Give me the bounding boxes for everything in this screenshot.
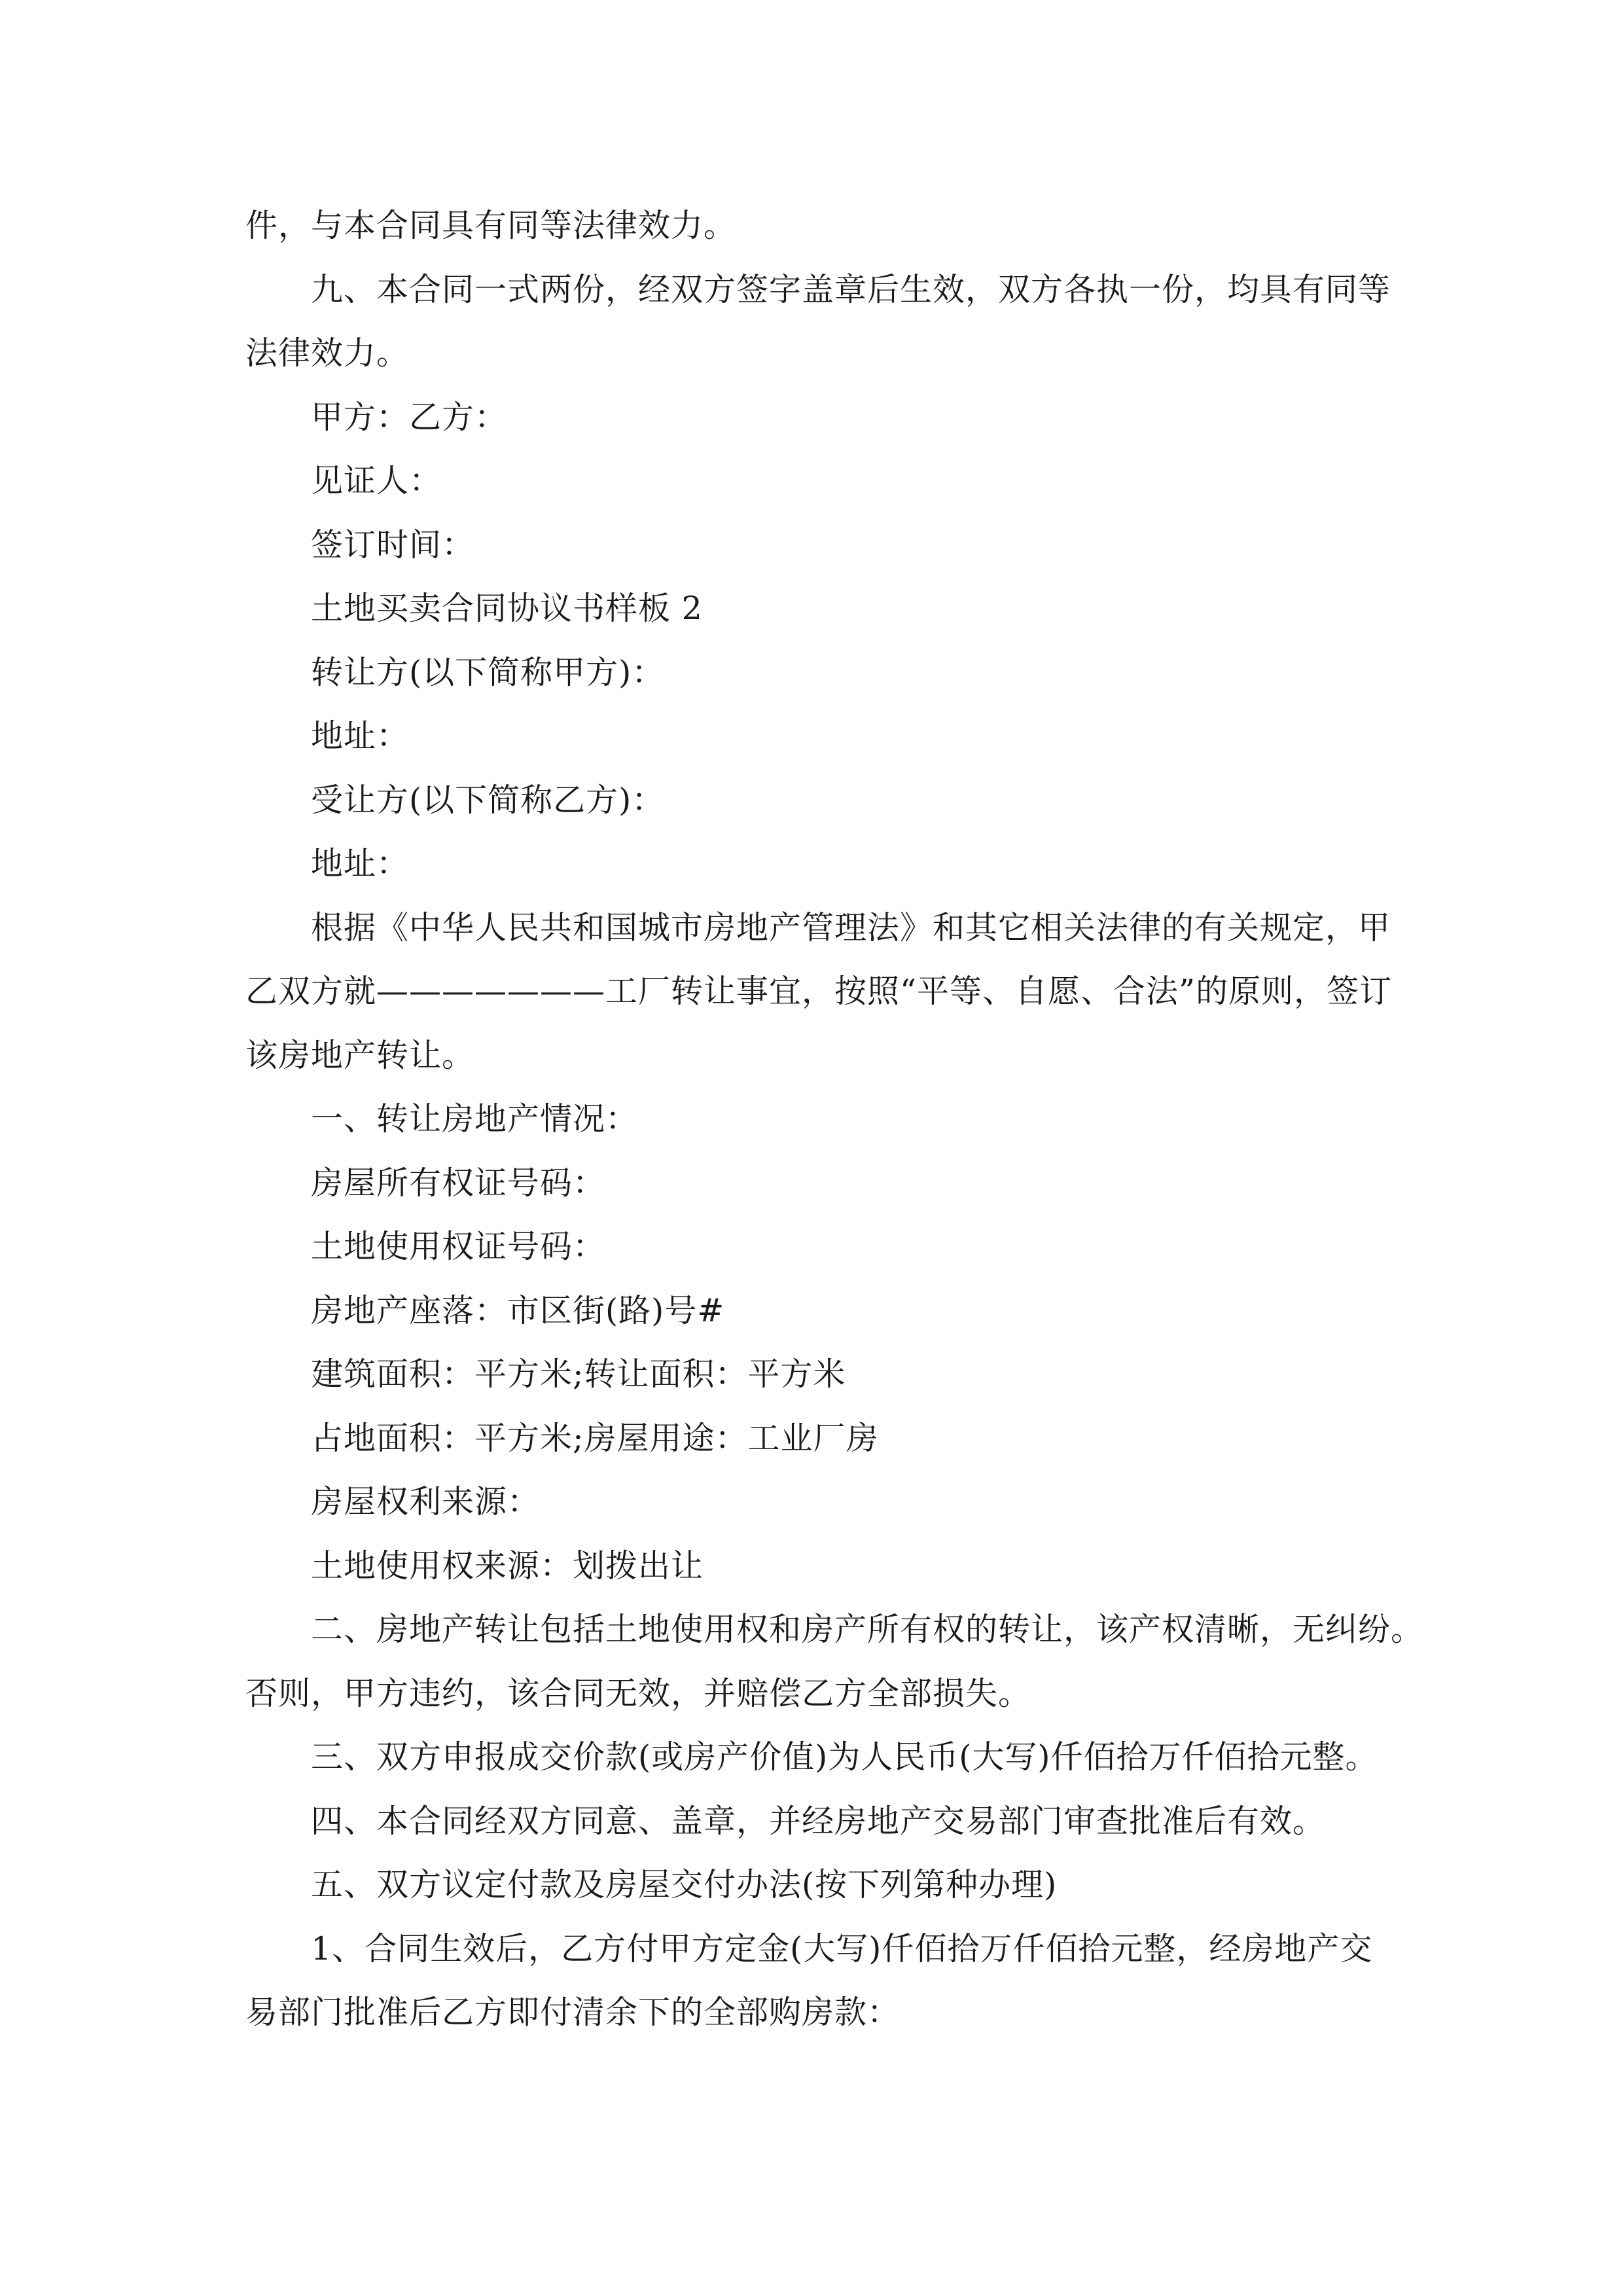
transferee-line: 受让方(以下简称乙方)： [311,781,665,819]
transferor-line: 转让方(以下简称甲方)： [311,653,665,691]
text-line: 房屋所有权证号码： [311,1164,606,1202]
text-line: 九、本合同一式两份，经双方签字盖章后生效，双方各执一份，均具有同等 [311,270,1391,308]
clause-text: 三、双方申报成交价款(或房产价值)为人民币(大写)仟佰拾万仟佰拾元整。 [311,1738,1378,1776]
text-line: 土地使用权来源：划拨出让 [311,1547,704,1585]
clause-text: 易部门批准后乙方即付清余下的全部购房款： [245,1994,901,2031]
clause-text: 五、双方议定付款及房屋交付办法(按下列第种办理) [311,1866,1058,1903]
clause-text: 否则，甲方违约，该合同无效，并赔偿乙方全部损失。 [245,1674,1031,1712]
text-line: 根据《中华人民共和国城市房地产管理法》和其它相关法律的有关规定，甲 [311,908,1391,946]
clause-text: 四、本合同经双方同意、盖章，并经房地产交易部门审查批准后有效。 [311,1802,1326,1840]
text-line: 占地面积：平方米;房屋用途：工业厂房 [311,1419,879,1457]
witness-line: 见证人： [311,462,442,499]
text-line: 件，与本合同具有同等法律效力。 [245,207,737,244]
clause-heading: 一、转让房地产情况： [311,1100,639,1138]
text-line: 该房地产转让。 [245,1036,475,1074]
text-line: 乙双方就———————工厂转让事宜，按照“平等、自愿、合法”的原则，签订 [245,973,1393,1010]
text-line: 房屋权利来源： [311,1483,541,1520]
address-line: 地址： [311,717,410,755]
document-body [245,194,1424,2045]
text-line: 土地使用权证号码： [311,1228,606,1265]
sign-date-line: 签订时间： [311,526,475,564]
text-line: 法律效力。 [245,334,410,372]
clause-text: 二、房地产转让包括土地使用权和房产所有权的转让，该产权清晰，无纠纷。 [311,1611,1424,1648]
text-line: 建筑面积：平方米;转让面积：平方米 [311,1355,846,1393]
address-line: 地址： [311,845,410,882]
text-line: 房地产座落：市区街(路)号# [311,1291,725,1329]
signature-party-line: 甲方：乙方： [311,398,508,436]
section-title: 土地买卖合同协议书样板 2 [311,590,703,627]
clause-text: 1、合同生效后，乙方付甲方定金(大写)仟佰拾万仟佰拾元整，经房地产交 [311,1929,1373,1967]
